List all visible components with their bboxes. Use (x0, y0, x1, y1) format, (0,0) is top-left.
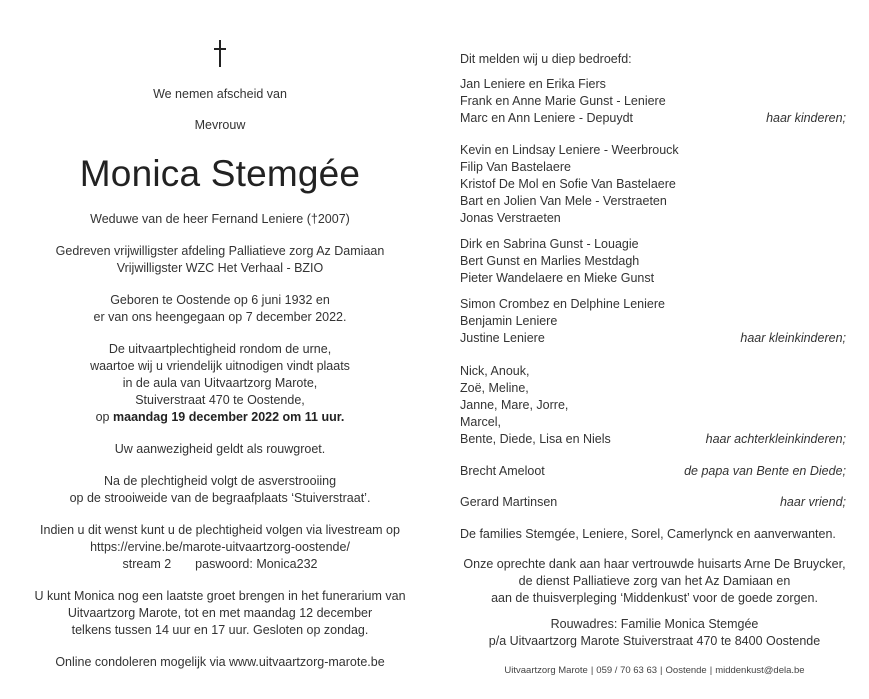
ceremony-line: Stuiverstraat 470 te Oostende, (135, 393, 305, 407)
family-name-line: Jonas Verstraeten (460, 211, 561, 225)
ceremony-date: maandag 19 december 2022 om 11 uur. (113, 410, 345, 424)
thanks-line: aan de thuisverpleging ‘Middenkust’ voor de goede zorgen. (491, 591, 818, 605)
address-line: Rouwadres: Familie Monica Stemgée (550, 617, 759, 631)
ceremony-line: waartoe wij u vriendelijk uitnodigen vindt plaats (90, 359, 350, 373)
ceremony-line: in de aula van Uitvaartzorg Marote, (122, 376, 318, 390)
relation-label: haar achterkleinkinderen; (705, 432, 846, 446)
announce-text: Dit melden wij u diep bedroefd: (460, 52, 632, 66)
ceremony-date-prefix: op (95, 410, 113, 424)
relation-label: haar vriend; (779, 495, 846, 509)
family-name-line: Brecht Ameloot de papa van Bente en Diede; (460, 463, 846, 481)
footer-city: Oostende (665, 665, 707, 676)
funerarium-line: U kunt Monica nog een laatste groet brengen in het funerarium van (34, 589, 406, 603)
password-label: paswoord: Monica232 (195, 557, 318, 571)
family-name-line: Gerard Martinsen haar vriend; (460, 494, 846, 512)
family-name-line: Filip Van Bastelaere (460, 160, 571, 174)
footer-contact: Uitvaartzorg Marote | 059 / 70 63 63 | Oostende | middenkust@dela.be (504, 665, 805, 676)
family-name-line: Zoë, Meline, (460, 381, 529, 395)
family-name-line: Justine Leniere haar kleinkinderen; (460, 330, 846, 348)
widow-text: Weduwe van de heer Fernand Leniere (†2007) (90, 212, 350, 226)
relation-label: haar kleinkinderen; (740, 331, 846, 345)
scattering-line: op de strooiweide van de begraafplaats ‘Stuiverstraat’. (69, 491, 371, 505)
footer-phone: 059 / 70 63 63 (596, 665, 658, 676)
family-name-line: Bert Gunst en Marlies Mestdagh (460, 254, 640, 268)
family-name-line: Marcel, (460, 415, 501, 429)
volunteer-line: Vrijwilligster WZC Het Verhaal - BZIO (116, 261, 324, 275)
footer-company: Uitvaartzorg Marote (504, 665, 588, 676)
relation-label: de papa van Bente en Diede; (684, 464, 846, 478)
family-name-line: Kevin en Lindsay Leniere - Weerbrouck (460, 143, 679, 157)
family-name-line: Pieter Wandelaere en Mieke Gunst (460, 271, 655, 285)
intro-text: We nemen afscheid van (153, 87, 287, 101)
relation-label: haar kinderen; (766, 111, 846, 125)
funerarium-line: telkens tussen 14 uur en 17 uur. Gesloten op zondag. (71, 623, 369, 637)
family-name-line: Nick, Anouk, (460, 364, 530, 378)
stream-info-line (0, 556, 440, 574)
presence-text: Uw aanwezigheid geldt als rouwgroet. (114, 442, 326, 456)
family-name-line: Frank en Anne Marie Gunst - Leniere (460, 94, 666, 108)
family-name-line: Jan Leniere en Erika Fiers (460, 77, 606, 91)
livestream-link[interactable]: https://ervine.be/marote-uitvaartzorg-oostende/ (90, 540, 350, 554)
thanks-line: Onze oprechte dank aan haar vertrouwde huisarts Arne De Bruycker, (463, 557, 846, 571)
family-name-line: Marc en Ann Leniere - Depuydt haar kinderen; (460, 110, 846, 128)
scattering-line: Na de plechtigheid volgt de asverstrooiing (103, 474, 337, 488)
family-name-line: Simon Crombez en Delphine Leniere (460, 297, 665, 311)
footer-email[interactable]: middenkust@dela.be (715, 665, 805, 676)
family-name-line: Kristof De Mol en Sofie Van Bastelaere (460, 177, 676, 191)
ceremony-date-line (0, 409, 440, 427)
family-name-line: Bart en Jolien Van Mele - Verstraeten (460, 194, 667, 208)
family-name-line: Dirk en Sabrina Gunst - Louagie (460, 237, 639, 251)
ceremony-line: De uitvaartplechtigheid rondom de urne, (108, 342, 332, 356)
family-name-line: Benjamin Leniere (460, 314, 558, 328)
stream-label: stream 2 (122, 557, 172, 571)
funerarium-line: Uitvaartzorg Marote, tot en met maandag 12 december (67, 606, 373, 620)
condolence-text: Online condoleren mogelijk via www.uitvaartzorg-marote.be (55, 655, 385, 669)
volunteer-line: Gedreven vrijwilligster afdeling Palliatieve zorg Az Damiaan (55, 244, 385, 258)
address-line: p/a Uitvaartzorg Marote Stuiverstraat 470 te 8400 Oostende (488, 634, 821, 648)
title-text: Mevrouw (194, 118, 246, 132)
birth-death-line: er van ons heengegaan op 7 december 2022. (93, 310, 347, 324)
family-name-line: Bente, Diede, Lisa en Niels haar achterkleinkinderen; (460, 431, 846, 449)
deceased-name: Monica Stemgée (79, 153, 361, 194)
livestream-line: Indien u dit wenst kunt u de plechtigheid volgen via livestream op (40, 523, 400, 537)
thanks-line: de dienst Palliatieve zorg van het Az Damiaan en (518, 574, 791, 588)
cross-icon (212, 40, 228, 68)
families-text: De families Stemgée, Leniere, Sorel, Camerlynck en aanverwanten. (460, 527, 836, 541)
birth-death-line: Geboren te Oostende op 6 juni 1932 en (110, 293, 330, 307)
family-name-line: Janne, Mare, Jorre, (460, 398, 569, 412)
